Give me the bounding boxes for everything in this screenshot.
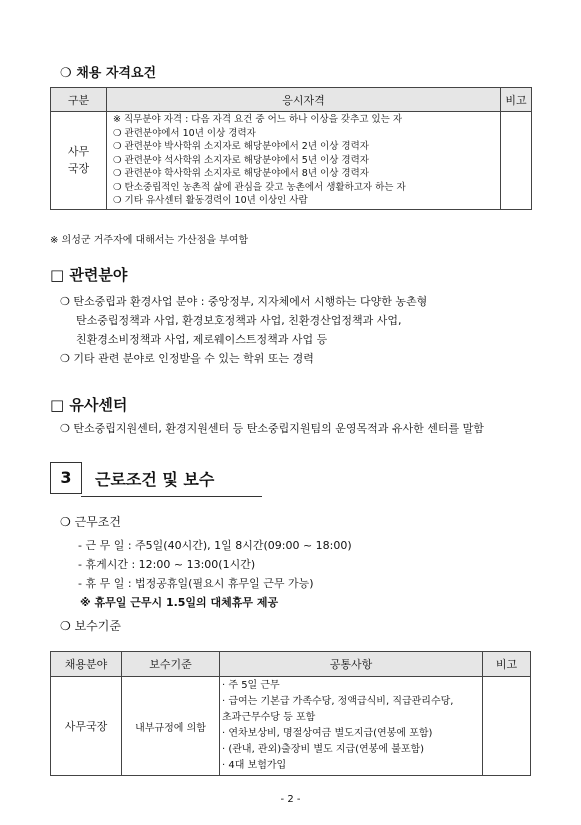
related-field-body: [60, 292, 427, 368]
col-header-standard: 보수기준: [122, 652, 220, 677]
work-conditions-heading: ❍ 근무조건: [60, 515, 121, 529]
list-item: ❍ 관련분야 학사학위 소지자로 해당분야에서 8년 이상 경력자: [113, 168, 369, 179]
row-label: 사무 국장: [51, 112, 107, 210]
list-item: · 4대 보험가입: [222, 760, 287, 771]
square-bullet-icon: □: [50, 266, 65, 284]
related-field-heading: □ 관련분야: [50, 266, 128, 284]
similar-center-heading: □ 유사센터: [50, 396, 128, 414]
col-header-note: 비고: [501, 88, 532, 112]
list-item: ❍ 관련분야 석사학위 소지자로 해당분야에서 5년 이상 경력자: [113, 154, 369, 166]
col-header-category: 구분: [51, 88, 107, 112]
col-header-qualification: 응시자격: [107, 88, 501, 112]
list-item: - 휴 무 일 : 법정공휴일(필요시 휴무일 근무 가능): [78, 577, 314, 590]
col-header-field: 채용분야: [51, 652, 122, 677]
list-item: · (관내, 관외)출장비 별도 지급(연봉에 불포함): [222, 744, 425, 755]
similar-center-body: ❍ 탄소중립지원센터, 환경지원센터 등 탄소중립지원팀의 운영목적과 유사한 센터를 말함: [60, 422, 484, 435]
list-item: - 근 무 일 : 주5일(40시간), 1일 8시간(09:00 ~ 18:00): [78, 539, 352, 552]
list-item: ❍ 관련분야에서 10년 이상 경력자: [113, 127, 256, 139]
list-item: ❍ 관련분야 박사학위 소지자로 해당분야에서 2년 이상 경력자: [113, 141, 369, 152]
list-item: · 연차보상비, 명절상여금 별도지급(연봉에 포함): [222, 728, 433, 739]
section-number-box: 3: [50, 462, 82, 494]
work-conditions-list: [78, 536, 352, 593]
col-header-common: 공통사항: [220, 652, 483, 677]
list-item: ❍ 탄소중립과 환경사업 분야 : 중앙정부, 지자체에서 시행하는 다양한 농촌형: [60, 295, 428, 308]
list-item-cont: 탄소중립정책과 사업, 환경보호정책과 사업, 친환경산업정책과 사업,: [76, 314, 402, 327]
list-item: ※ 직무분야 자격 : 다음 자격 요건 중 어느 하나 이상을 갖추고 있는 자: [113, 114, 403, 125]
footnote: ※ 의성군 거주자에 대해서는 가산점을 부여함: [50, 235, 249, 246]
list-item: ❍ 기타 관련 분야로 인정받을 수 있는 학위 또는 경력: [60, 352, 314, 365]
qualification-heading: ❍ 채용 자격요건: [60, 66, 157, 81]
common-cell: [220, 677, 483, 776]
list-item-cont: 친환경소비정책과 사업, 제로웨이스트정책과 사업 등: [76, 333, 328, 346]
standard-cell: 내부규정에 의함: [122, 677, 220, 776]
list-item: - 휴게시간 : 12:00 ~ 13:00(1시간): [78, 558, 256, 571]
section-title: 근로조건 및 보수: [81, 467, 262, 497]
list-item: · 주 5일 근무: [222, 680, 280, 691]
qualification-table: [50, 87, 532, 210]
field-cell: 사무국장: [51, 677, 122, 776]
list-item: 초과근무수당 등 포함: [222, 712, 316, 723]
circle-bullet-icon: ❍: [60, 66, 72, 81]
note-cell: [501, 112, 532, 210]
holiday-note: ※ 휴무일 근무시 1.5일의 대체휴무 제공: [80, 596, 279, 609]
qualification-list: [107, 112, 501, 210]
note-cell: [483, 677, 531, 776]
pay-standard-heading: ❍ 보수기준: [60, 619, 121, 633]
col-header-note: 비고: [483, 652, 531, 677]
pay-table: [50, 651, 531, 776]
square-bullet-icon: □: [50, 396, 65, 414]
list-item: ❍ 탄소중립적인 농촌적 삶에 관심을 갖고 농촌에서 생활하고자 하는 자: [113, 181, 406, 193]
list-item: ❍ 기타 유사센터 활동경력이 10년 이상인 사람: [113, 195, 308, 206]
list-item: · 급여는 기본급 가족수당, 정액급식비, 직급관리수당,: [222, 696, 454, 707]
page-number: - 2 -: [280, 794, 301, 805]
